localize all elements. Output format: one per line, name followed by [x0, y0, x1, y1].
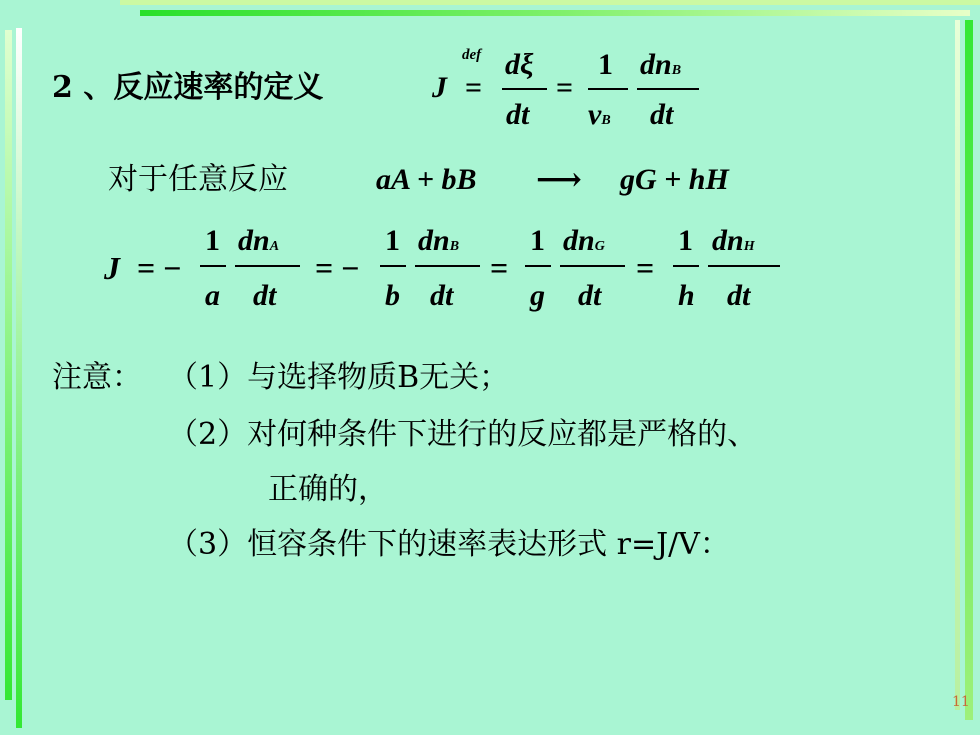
page-number: 11 — [952, 694, 970, 710]
def-label: def — [462, 47, 482, 63]
note-2: （2）对何种条件下进行的反应都是严格的、 — [168, 417, 758, 452]
note-1: （1）与选择物质B无关； — [168, 360, 510, 395]
reaction-lhs: aA + bB — [376, 163, 477, 196]
note-2-continued: 正确的， — [268, 472, 388, 507]
left-bar-light — [16, 28, 22, 728]
reaction-arrow: ⟶ — [536, 161, 582, 197]
top-bar-green — [140, 10, 970, 16]
heading: 2 、反应速率的定义 — [52, 70, 324, 105]
notes-label: 注意： — [52, 360, 142, 395]
left-bar-dark — [5, 30, 12, 700]
reaction-rhs: gG + hH — [620, 163, 729, 196]
reaction-intro: 对于任意反应 — [108, 162, 288, 197]
right-bar-light — [955, 20, 960, 710]
top-bar-light — [120, 0, 980, 5]
note-3: （3）恒容条件下的速率表达形式 r=J/V： — [168, 527, 730, 562]
right-bar-green — [965, 20, 973, 720]
